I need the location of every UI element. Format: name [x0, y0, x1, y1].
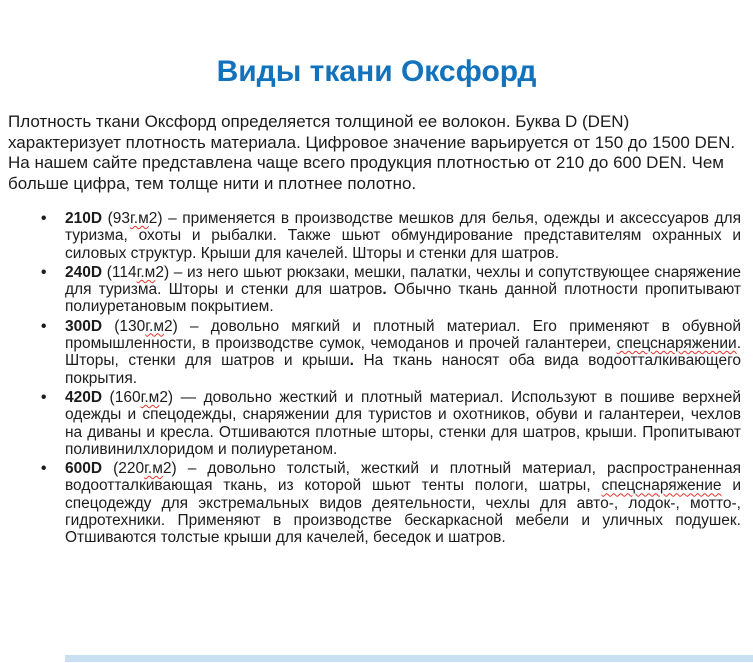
misspelled-text: спецснаряжение: [601, 477, 722, 495]
text-segment: (114: [102, 263, 137, 281]
density-label: .: [349, 352, 354, 370]
density-label: 210D: [65, 209, 103, 227]
density-label: 240D: [65, 263, 103, 281]
density-label: 420D: [65, 388, 103, 406]
misspelled-text: г.м: [136, 263, 156, 281]
density-label: 300D: [65, 317, 103, 335]
misspelled-text: г.м: [130, 209, 149, 227]
misspelled-text: г.м: [145, 317, 165, 335]
text-segment: (93: [102, 209, 131, 227]
density-label: .: [382, 281, 387, 299]
text-segment: 2) – довольно мягкий и плотный материал. Его применяют в обувной промышленности, в производстве сумок, чемоданов и прочей галантереи,: [65, 317, 741, 353]
intro-paragraph: Плотность ткани Оксфорд определяется толщиной ее волокон. Буква D (DEN) характеризует плотность материала. Цифровое значение варьируется от 150 до 1500 DEN. На нашем сайте представлена чаще всего продукция плотностью от 210 до 600 DEN. Чем больше цифра, тем толще нити и плотнее полотно.: [8, 112, 736, 194]
misspelled-text: г.м: [144, 460, 163, 478]
misspelled-text: спецснаряжении: [616, 335, 737, 353]
text-segment: (220: [102, 460, 145, 478]
text-segment: и спецодежду для экстремальных видов деятельности, чехлы для авто-, лодок-, мотто-, гидротехники. Применяют в производстве бескаркасной мебели и уличных подушек. Отшиваются толстые крыши для качелей, беседок и шатров.: [65, 477, 741, 547]
list-item: [65, 460, 741, 546]
text-segment: 2) – довольно толстый, жесткий и плотный материал, распространенная водоотталкивающая ткань, из которой шьют тенты пологи, шатры,: [65, 460, 741, 495]
list-item: [65, 264, 741, 316]
list-item: [65, 318, 741, 387]
misspelled-text: г.м: [140, 388, 160, 406]
text-segment: 2) — довольно жесткий и плотный материал. Используют в пошиве верхней одежды и спецодежды, снаряжении для туристов и охотников, обуви и галантереи, чехлов на диваны и кресла. Отшиваются плотные шторы, стенки для шатров, крыши. Пропитывают поливинилхлоридом и полиуретаном.: [65, 388, 741, 458]
text-segment: Обычно ткань данной плотности пропитывают полиуретановым покрытием.: [65, 281, 742, 316]
text-segment: . Шторы, стенки для шатров и крыши: [65, 335, 741, 370]
text-segment: (160: [102, 388, 141, 406]
text-segment: На ткань наносят оба вида водоотталкивающего покрытия.: [65, 352, 741, 387]
page-title: Виды ткани Оксфорд: [216, 55, 537, 88]
text-segment: 2) – применяется в производстве мешков для белья, одежды и аксессуаров для туризма, охоты и рыбалки. Также шьют обмундирование представителям охранных и силовых структур. Крыши для качелей. Шторы и стенки для шатров.: [65, 209, 741, 262]
text-segment: 2) – из него шьют рюкзаки, мешки, палатки, чехлы и сопутствующее снаряжение для туризма. Шторы и стенки для шатров: [65, 263, 741, 299]
document-page: [0, 54, 753, 663]
list-item: [65, 210, 741, 262]
bottom-scrollbar[interactable]: [65, 655, 753, 662]
text-segment: (130: [102, 317, 146, 335]
density-label: 600D: [65, 460, 103, 478]
fabric-list: [0, 210, 753, 547]
list-item: [65, 389, 741, 458]
